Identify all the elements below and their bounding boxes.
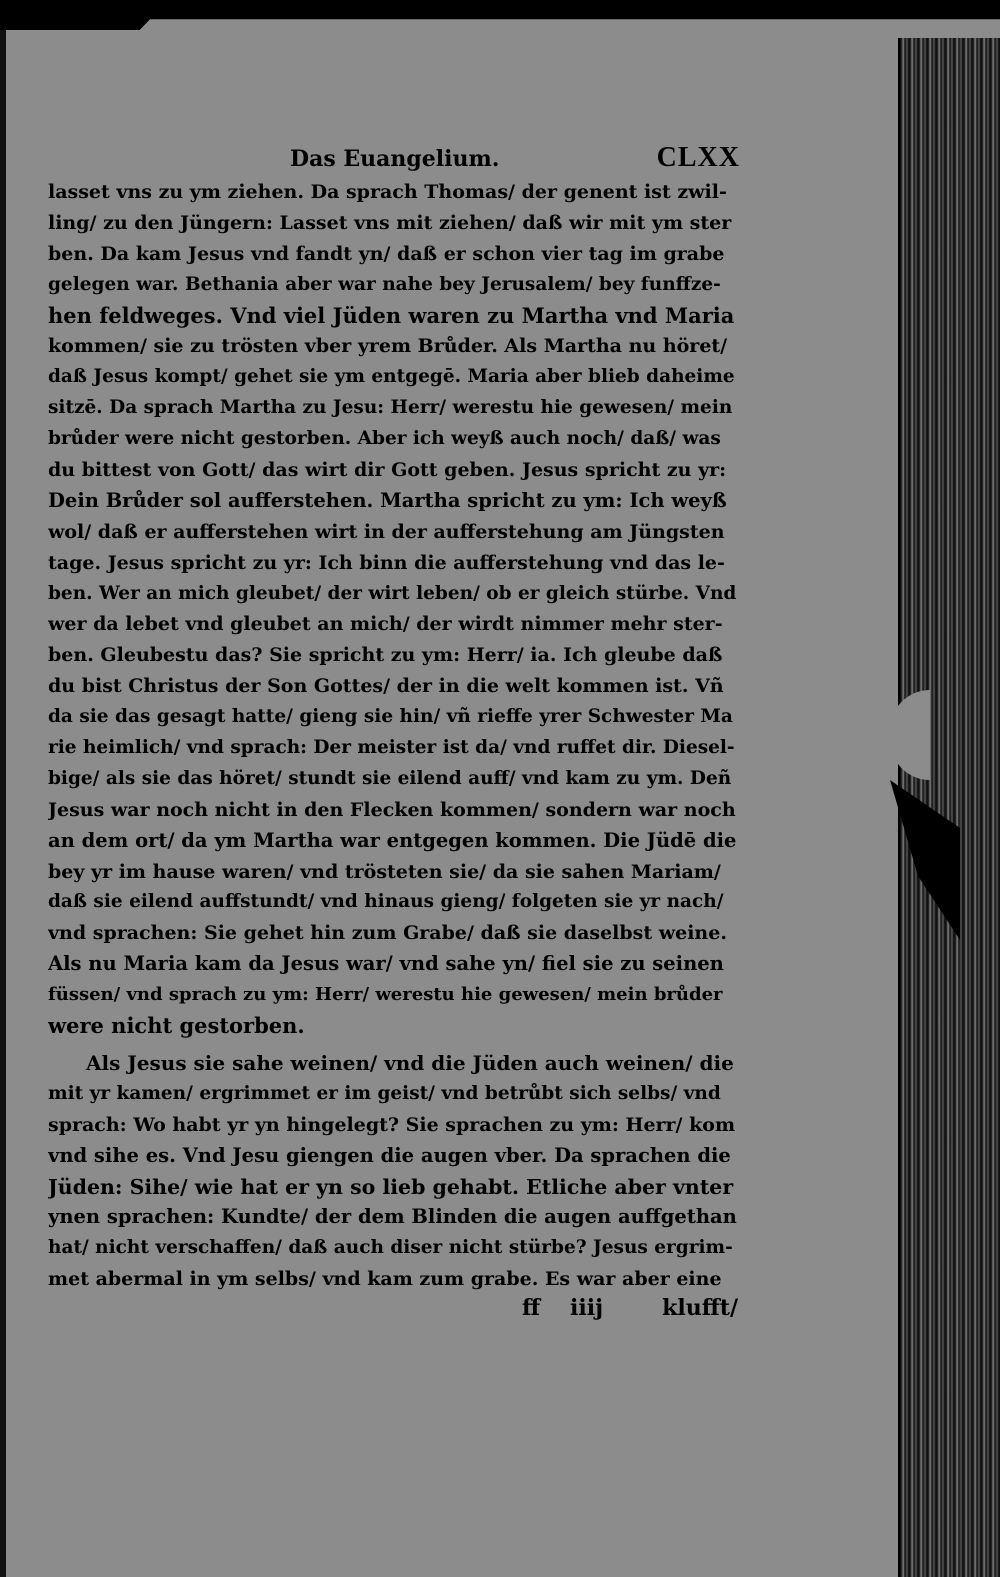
text-line: du bittest von Gott/ das wirt dir Gott geben. Jesus spricht zu yr:	[48, 459, 727, 482]
paragraph-2	[48, 1048, 738, 1295]
page-footer	[522, 1295, 738, 1331]
text-line: gelegen war. Bethania aber war nahe bey Jerusalem/ bey funffze-	[48, 273, 721, 295]
text-line: mit yr kamen/ ergrimmet er im geist/ vnd betrůbt sich selbs/ vnd	[48, 1082, 721, 1104]
running-title: Das Euangelium.	[290, 146, 500, 172]
text-line: Als Jesus sie sahe weinen/ vnd die Jüden auch weinen/ die	[86, 1050, 734, 1075]
text-line: wer da lebet vnd gleubet an mich/ der wirdt nimmer mehr ster-	[48, 613, 723, 636]
text-line: rie heimlich/ vnd sprach: Der meister ist da/ vnd ruffet dir. Diesel-	[48, 737, 735, 759]
text-line: Als nu Maria kam da Jesus war/ vnd sahe yn/ fiel sie zu seinen	[48, 952, 724, 976]
folio-number: CLXX	[656, 142, 740, 173]
text-line: ling/ zu den Jüngern: Lasset vns mit ziehen/ daß wir mit ym ster	[48, 211, 732, 234]
text-line: were nicht gestorben.	[48, 1013, 305, 1039]
text-line: kommen/ sie zu trösten vber yrem Brůder. Als Martha nu höret/	[48, 335, 728, 358]
text-line: Jesus war noch nicht in den Flecken kommen/ sondern war noch	[48, 798, 736, 821]
text-line: vnd sihe es. Vnd Jesu giengen die augen vber. Da sprachen die	[48, 1143, 731, 1167]
text-line: brůder were nicht gestorben. Aber ich weyß auch noch/ daß/ was	[48, 428, 721, 450]
text-line: vnd sprachen: Sie gehet hin zum Grabe/ daß sie daselbst weine.	[48, 922, 727, 945]
text-line: du bist Christus der Son Gottes/ der in die welt kommen ist. Vñ	[48, 675, 724, 698]
catchword: klufft/	[662, 1295, 738, 1321]
text-line: ben. Da kam Jesus vnd fandt yn/ daß er schon vier tag im grabe	[48, 242, 725, 265]
text-line: ben. Wer an mich gleubet/ der wirt leben/ ob er gleich stürbe. Vnd	[48, 582, 737, 604]
text-line: wol/ daß er aufferstehen wirt in der aufferstehung am Jüngsten	[48, 520, 725, 543]
text-line: hen feldweges. Vnd viel Jüden waren zu Martha vnd Maria	[48, 302, 735, 328]
text-line: daß Jesus kompt/ gehet sie ym entgegē. Maria aber blieb daheime	[48, 366, 735, 388]
text-line: an dem ort/ da ym Martha war entgegen kommen. Die Jüdē die	[48, 828, 737, 852]
text-line: sitzē. Da sprach Martha zu Jesu: Herr/ werestu hie gewesen/ mein	[48, 397, 733, 419]
text-line: tage. Jesus spricht zu yr: Ich binn die aufferstehung vnd das le-	[48, 551, 725, 574]
text-line: met abermal in ym selbs/ vnd kam zum grabe. Es war aber eine	[48, 1268, 722, 1291]
text-line: daß sie eilend auffstundt/ vnd hinaus gieng/ folgeten sie yr nach/	[48, 891, 724, 913]
text-line: ynen sprachen: Kundte/ der dem Blinden die augen auffgethan	[48, 1205, 737, 1229]
text-line: hat/ nicht verschaffen/ daß auch diser nicht stürbe? Jesus ergrim-	[48, 1237, 733, 1259]
text-line: bige/ als sie das höret/ stundt sie eilend auff/ vnd kam zu ym. Deñ	[48, 767, 732, 789]
page-header	[290, 140, 740, 180]
text-line: bey yr im hause waren/ vnd trösteten sie/ da sie sahen Mariam/	[48, 860, 721, 883]
text-line: da sie das gesagt hatte/ gieng sie hin/ vñ rieffe yrer Schwester Ma	[48, 706, 733, 728]
text-line: ben. Gleubestu das? Sie spricht zu ym: Herr/ ia. Ich gleube daß	[48, 644, 723, 667]
text-line: lasset vns zu ym ziehen. Da sprach Thomas/ der genent ist zwil-	[48, 181, 727, 203]
text-line: Dein Brůder sol aufferstehen. Martha spricht zu ym: Ich weyß	[48, 488, 727, 512]
text-line: füssen/ vnd sprach zu ym: Herr/ werestu hie gewesen/ mein brůder	[48, 984, 723, 1006]
text-block	[48, 177, 738, 1295]
signature-mark: ff	[522, 1295, 541, 1321]
text-line: Jüden: Sihe/ wie hat er yn so lieb gehabt. Etliche aber vnter	[48, 1174, 734, 1199]
text-line: sprach: Wo habt yr yn hingelegt? Sie sprachen zu ym: Herr/ kom	[48, 1113, 736, 1136]
signature-number: iiij	[570, 1295, 604, 1321]
paragraph-1	[48, 177, 738, 1042]
